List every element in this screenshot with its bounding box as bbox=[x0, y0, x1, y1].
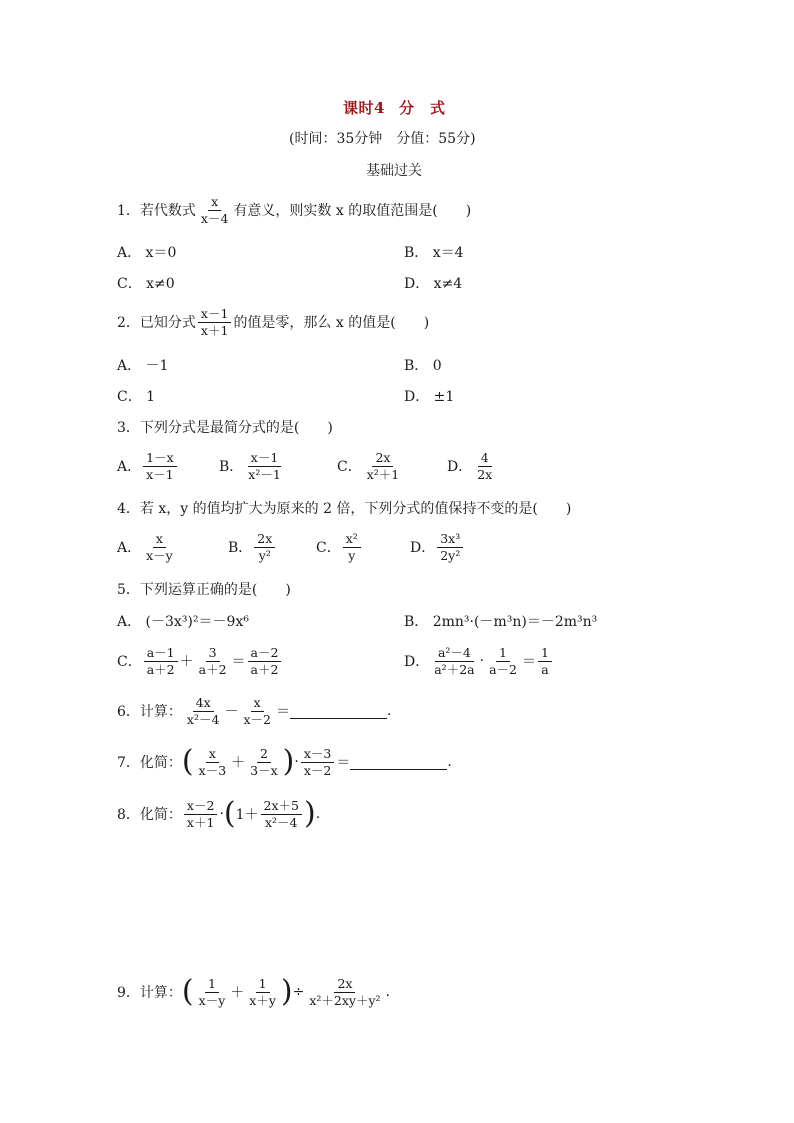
denominator: x＋1 bbox=[186, 814, 215, 830]
lesson-number: 课时4 bbox=[343, 99, 385, 117]
operator: ÷ bbox=[292, 984, 305, 1000]
fraction bbox=[431, 646, 477, 677]
left-paren: ( bbox=[181, 974, 194, 1009]
denominator: x²＋2xy＋y² bbox=[309, 992, 381, 1008]
right-paren: ) bbox=[304, 796, 316, 831]
question-number: 2． bbox=[117, 315, 140, 331]
question-text: 若 x，y 的值均扩大为原来的 2 倍，下列分式的值保持不变的是( ) bbox=[139, 501, 572, 517]
denominator: 2x bbox=[477, 466, 493, 482]
option-label: D． bbox=[410, 540, 436, 556]
q1-option-b: B． x＝4 bbox=[404, 245, 464, 261]
denominator: x－2 bbox=[303, 762, 332, 778]
denominator: a²＋2a bbox=[434, 661, 475, 677]
q5-option-b: B． 2mn³·(－m³n)＝－2m³n³ bbox=[404, 614, 598, 630]
denominator: a－2 bbox=[489, 661, 517, 677]
q3-option-c bbox=[337, 447, 404, 485]
question-text: 有意义，则实数 x 的取值范围是( ) bbox=[233, 203, 472, 219]
numerator: a²－4 bbox=[435, 646, 474, 662]
answer-blank[interactable] bbox=[350, 769, 447, 770]
numerator: 1 bbox=[496, 646, 510, 662]
fraction bbox=[343, 532, 361, 563]
question-text: 已知分式 bbox=[139, 315, 196, 331]
question-number: 8． bbox=[117, 807, 140, 823]
fraction bbox=[184, 799, 218, 830]
question-number: 3． bbox=[117, 420, 140, 436]
denominator: 2y² bbox=[440, 547, 461, 563]
question-number: 9． bbox=[117, 985, 140, 1001]
q4-option-c bbox=[316, 528, 363, 566]
option-label: C． bbox=[316, 540, 341, 556]
denominator: x－4 bbox=[200, 210, 229, 226]
q4-option-b bbox=[228, 528, 277, 566]
numerator: x－3 bbox=[301, 747, 335, 763]
numerator: 4 bbox=[478, 451, 492, 467]
operator: ＋ bbox=[230, 985, 245, 1001]
denominator: x²＋1 bbox=[366, 466, 400, 482]
question-9 bbox=[117, 972, 390, 1012]
fraction bbox=[437, 532, 463, 563]
fraction bbox=[143, 451, 177, 482]
q3-option-a bbox=[117, 447, 179, 485]
operator: ＋ bbox=[179, 654, 194, 670]
question-text: 化简： bbox=[139, 755, 182, 771]
numerator: 2 bbox=[257, 747, 271, 763]
denominator: x－y bbox=[198, 992, 226, 1008]
numerator: 4x bbox=[193, 696, 214, 712]
numerator: a－1 bbox=[144, 646, 178, 662]
question-text: 化简： bbox=[139, 807, 182, 823]
fraction bbox=[248, 646, 282, 677]
numerator: 2x bbox=[372, 451, 393, 467]
denominator: x²－4 bbox=[265, 814, 298, 830]
fraction bbox=[247, 747, 281, 778]
q4-option-a bbox=[117, 528, 178, 566]
q5-option-c bbox=[117, 642, 283, 680]
answer-blank[interactable] bbox=[290, 718, 387, 719]
time-score-info: (时间：35分钟 分值：55分) bbox=[289, 131, 476, 147]
fraction bbox=[538, 646, 552, 677]
numerator: 1 bbox=[205, 977, 219, 993]
q3-option-b bbox=[219, 447, 286, 485]
fraction bbox=[144, 646, 178, 677]
question-3 bbox=[117, 417, 333, 437]
numerator: x bbox=[208, 195, 221, 211]
punctuation: . bbox=[386, 703, 392, 719]
numerator: x－1 bbox=[198, 307, 232, 323]
denominator: a＋2 bbox=[198, 661, 227, 677]
option-label: C． bbox=[337, 459, 362, 475]
numerator: x² bbox=[343, 532, 361, 548]
question-8 bbox=[117, 794, 320, 834]
question-number: 4． bbox=[117, 501, 140, 517]
numerator: a－2 bbox=[248, 646, 282, 662]
numerator: 1－x bbox=[143, 451, 177, 467]
fraction bbox=[196, 747, 230, 778]
fraction bbox=[306, 977, 383, 1008]
question-number: 1． bbox=[117, 203, 140, 219]
fraction bbox=[364, 451, 403, 482]
operator: ＝ bbox=[275, 704, 290, 720]
punctuation: . bbox=[315, 806, 321, 822]
denominator: y bbox=[348, 547, 356, 563]
option-label: C． bbox=[117, 654, 142, 670]
fraction bbox=[196, 977, 229, 1008]
q5-option-a: A． (－3x³)²＝－9x⁶ bbox=[117, 614, 249, 630]
question-text: 计算： bbox=[139, 704, 182, 720]
denominator: y² bbox=[258, 547, 271, 563]
fraction bbox=[198, 195, 232, 226]
lesson-topic: 分 式 bbox=[398, 99, 446, 117]
fraction bbox=[246, 977, 279, 1008]
lesson-title bbox=[343, 97, 445, 118]
denominator: a bbox=[541, 661, 549, 677]
numerator: x－1 bbox=[248, 451, 282, 467]
denominator: x²－1 bbox=[248, 466, 281, 482]
question-5 bbox=[117, 579, 291, 599]
option-label: D． bbox=[447, 459, 473, 475]
option-label: A． bbox=[117, 540, 142, 556]
question-number: 6． bbox=[117, 704, 140, 720]
fraction bbox=[254, 532, 275, 563]
numerator: 1 bbox=[256, 977, 270, 993]
denominator: x－y bbox=[146, 547, 173, 563]
operator: · bbox=[479, 653, 485, 669]
denominator: x－2 bbox=[243, 711, 271, 727]
punctuation: . bbox=[447, 754, 452, 770]
denominator: x＋1 bbox=[200, 322, 229, 338]
q2-option-b: B． 0 bbox=[404, 358, 442, 374]
fraction bbox=[184, 696, 223, 727]
fraction bbox=[196, 646, 230, 677]
question-text: 若代数式 bbox=[139, 203, 196, 219]
fraction bbox=[474, 451, 495, 482]
question-1 bbox=[117, 193, 471, 227]
question-number: 7． bbox=[117, 755, 140, 771]
section-heading: 基础过关 bbox=[366, 163, 422, 179]
denominator: x²－4 bbox=[186, 711, 220, 727]
denominator: a＋2 bbox=[146, 661, 175, 677]
q1-option-d: D． x≠4 bbox=[404, 276, 463, 292]
expression: 1＋ bbox=[235, 807, 259, 823]
operator: · bbox=[294, 754, 299, 770]
question-4 bbox=[117, 498, 571, 518]
denominator: a＋2 bbox=[250, 661, 279, 677]
fraction bbox=[245, 451, 284, 482]
q2-option-a: A． －1 bbox=[117, 358, 169, 374]
q1-option-a: A． x＝0 bbox=[117, 245, 177, 261]
punctuation: . bbox=[385, 984, 390, 1000]
fraction bbox=[261, 799, 302, 830]
denominator: x＋y bbox=[249, 992, 276, 1008]
numerator: 2x bbox=[334, 977, 355, 993]
question-text: 的值是零，那么 x 的值是( ) bbox=[233, 315, 430, 331]
operator: · bbox=[219, 806, 224, 822]
fraction bbox=[143, 532, 176, 563]
option-label: D． bbox=[404, 654, 430, 670]
denominator: x－3 bbox=[198, 762, 227, 778]
q2-option-c: C． 1 bbox=[117, 389, 156, 405]
fraction bbox=[240, 696, 274, 727]
operator: ＝ bbox=[231, 654, 246, 670]
question-6 bbox=[117, 692, 391, 730]
question-text: 计算： bbox=[139, 985, 182, 1001]
operator: ＋ bbox=[231, 755, 246, 771]
numerator: 2x＋5 bbox=[261, 799, 302, 815]
q1-option-c: C． x≠0 bbox=[117, 276, 175, 292]
option-label: B． bbox=[228, 540, 253, 556]
left-paren: ( bbox=[223, 796, 236, 831]
denominator: x－1 bbox=[146, 466, 174, 482]
numerator: 3 bbox=[206, 646, 220, 662]
question-2 bbox=[117, 305, 429, 339]
numerator: x bbox=[251, 696, 264, 712]
option-label: B． bbox=[219, 459, 244, 475]
operator: ＝ bbox=[336, 755, 351, 771]
denominator: 3－x bbox=[250, 762, 278, 778]
q4-option-d bbox=[410, 528, 465, 566]
question-number: 5． bbox=[117, 582, 140, 598]
fraction bbox=[301, 747, 335, 778]
numerator: 1 bbox=[538, 646, 552, 662]
option-label: A． bbox=[117, 459, 142, 475]
q5-option-d bbox=[404, 642, 554, 680]
numerator: 3x³ bbox=[437, 532, 463, 548]
numerator: x bbox=[206, 747, 219, 763]
fraction bbox=[486, 646, 520, 677]
numerator: 2x bbox=[254, 532, 275, 548]
numerator: x bbox=[153, 532, 166, 548]
right-paren: ) bbox=[282, 744, 295, 779]
right-paren: ) bbox=[280, 974, 293, 1009]
left-paren: ( bbox=[181, 744, 194, 779]
question-text: 下列分式是最简分式的是( ) bbox=[139, 420, 333, 436]
numerator: x－2 bbox=[184, 799, 218, 815]
q3-option-d bbox=[447, 447, 497, 485]
operator: ＝ bbox=[521, 654, 536, 670]
question-7 bbox=[117, 742, 452, 782]
operator: － bbox=[224, 704, 239, 720]
q2-option-d: D． ±1 bbox=[404, 389, 455, 405]
question-text: 下列运算正确的是( ) bbox=[139, 582, 291, 598]
fraction bbox=[198, 307, 232, 338]
